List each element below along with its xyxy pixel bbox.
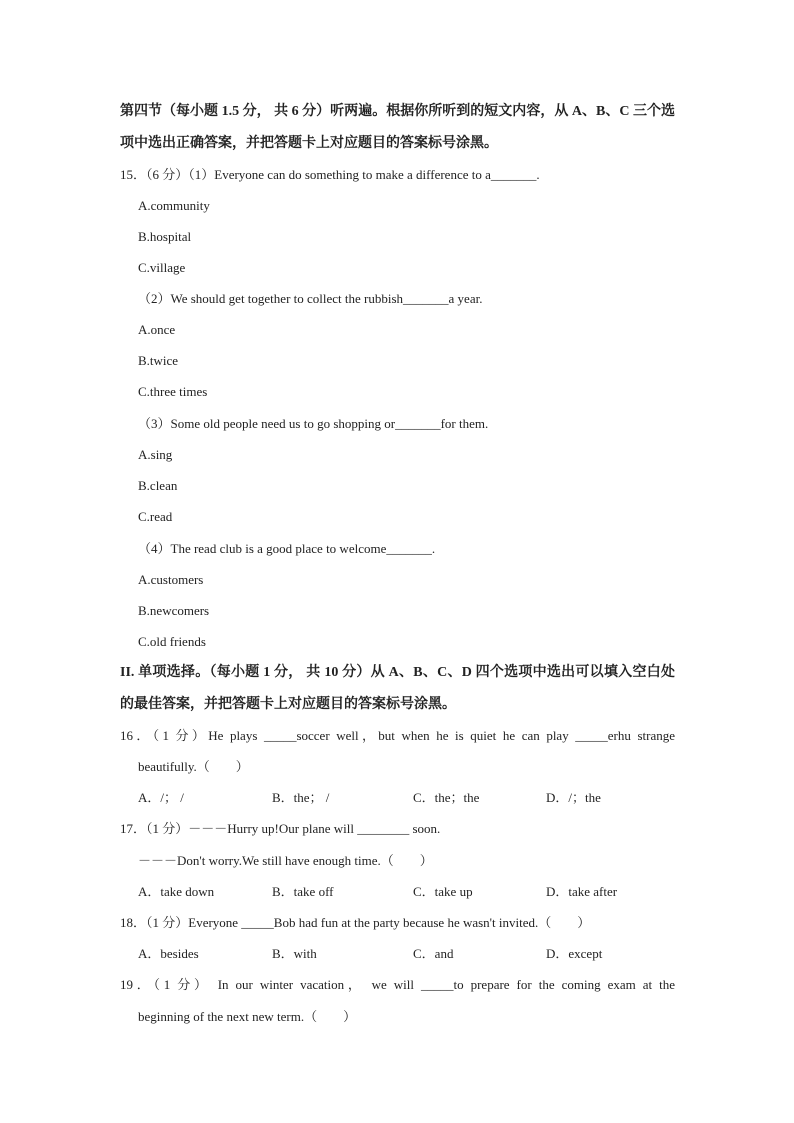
q18-option-a: A．besides <box>138 946 199 961</box>
q17-option-c: C．take up <box>413 884 473 899</box>
section2-header-line2: 的最佳答案，并把答题卡上对应题目的答案标号涂黑。 <box>120 697 456 712</box>
section2-header-line1: II. 单项选择。（每小题 1 分， 共 10 分）从 A、B、C、D 四个选项中选出可以填入空白处 <box>120 665 675 680</box>
q19-stem-line2: beginning of the next new term.（ ） <box>138 1009 357 1024</box>
q15-2-option-c: C.three times <box>138 384 208 399</box>
q18-option-d: D．except <box>546 946 603 961</box>
q15-2-stem: （2）We should get together to collect the rubbish_______a year. <box>138 291 483 306</box>
q15-2-option-b: B.twice <box>138 353 179 368</box>
q16-option-c: C．the；the <box>413 790 480 805</box>
q17-option-b: B．take off <box>272 884 334 899</box>
q16-stem-line2: beautifully.（ ） <box>138 759 249 774</box>
section4-header-line2: 项中选出正确答案，并把答题卡上对应题目的答案标号涂黑。 <box>120 136 498 151</box>
q19-stem-line1: 19．（1 分） In our winter vacation， we will _____to prepare for the coming exam at the <box>120 977 675 992</box>
q18-option-c: C．and <box>413 946 454 961</box>
q15-4-option-a: A.customers <box>138 572 204 587</box>
q16-option-a: A．/； / <box>138 790 184 805</box>
q16-stem-line1: 16．（1 分）He plays _____soccer well，but when he is quiet he can play _____erhu strange <box>120 728 675 743</box>
q15-stem: 15．（6 分）（1）Everyone can do something to make a difference to a_______. <box>120 167 540 182</box>
q15-3-option-a: A.sing <box>138 447 173 462</box>
q16-option-d: D．/；the <box>546 790 601 805</box>
q17-option-a: A．take down <box>138 884 215 899</box>
q15-2-option-a: A.once <box>138 322 176 337</box>
q15-3-option-c: C.read <box>138 509 173 524</box>
q15-3-option-b: B.clean <box>138 478 178 493</box>
q17-stem-line2: －－－Don't worry.We still have enough time.（ ） <box>138 853 433 868</box>
q15-1-option-a: A.community <box>138 198 210 213</box>
q15-4-option-c: C.old friends <box>138 634 206 649</box>
section4-header-line1: 第四节（每小题 1.5 分， 共 6 分）听两遍。根据你所听到的短文内容，从 A、B、C 三个选 <box>120 104 675 119</box>
q15-1-option-b: B.hospital <box>138 229 192 244</box>
q15-1-option-c: C.village <box>138 260 186 275</box>
q15-3-stem: （3）Some old people need us to go shopping or_______for them. <box>138 416 489 431</box>
q15-4-stem: （4）The read club is a good place to welcome_______. <box>138 541 436 556</box>
q15-4-option-b: B.newcomers <box>138 603 210 618</box>
q18-option-b: B．with <box>272 946 317 961</box>
q17-stem-line1: 17．（1 分）－－－Hurry up!Our plane will ________ soon. <box>120 821 441 836</box>
q18-stem: 18．（1 分）Everyone _____Bob had fun at the party because he wasn't invited.（ ） <box>120 915 591 930</box>
q16-option-b: B．the； / <box>272 790 330 805</box>
q17-option-d: D．take after <box>546 884 618 899</box>
